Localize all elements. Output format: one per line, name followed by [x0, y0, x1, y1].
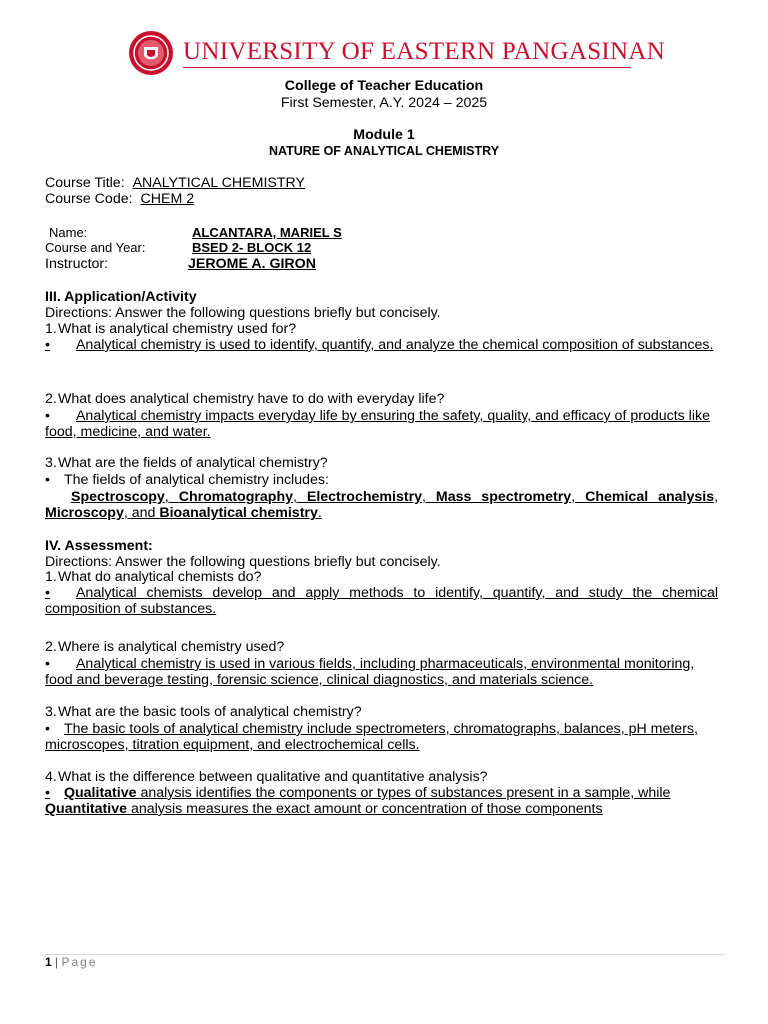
letterhead-rule — [183, 67, 631, 68]
instructor-label: Instructor: — [45, 256, 109, 272]
answer-intro: • The fields of analytical chemistry includes: — [45, 472, 329, 488]
course-code-label: Course Code: — [45, 191, 133, 207]
name-label: Name: — [49, 225, 88, 240]
university-seal-icon — [128, 30, 174, 76]
course-title-label: Course Title: — [45, 175, 125, 191]
footer-rule — [45, 954, 725, 955]
question: 3.What are the fields of analytical chemistry? — [45, 455, 328, 471]
semester: First Semester, A.Y. 2024 – 2025 — [280, 95, 488, 111]
answer: • Analytical chemists develop and apply methods to identify, quantify, and study the chemical composition of substances. — [45, 585, 718, 617]
question: 3.What are the basic tools of analytical chemistry? — [45, 704, 362, 720]
bullet: • — [45, 408, 50, 424]
field-item: Microscopy — [45, 505, 124, 521]
answer: • The basic tools of analytical chemistry include spectrometers, chromatographs, balances, pH meters, microscopes, titration equipment, and electrochemical cells. — [45, 721, 698, 753]
instructor-value: JEROME A. GIRON — [188, 256, 316, 272]
page-number: 1 — [45, 955, 52, 969]
question: 2.Where is analytical chemistry used? — [45, 639, 285, 655]
course-year-label: Course and Year: — [45, 240, 146, 255]
question: 1.What is analytical chemistry used for? — [45, 321, 297, 337]
course-title-row — [45, 175, 305, 191]
question: 1.What do analytical chemists do? — [45, 569, 262, 585]
field-item: Chromatography — [178, 489, 293, 505]
name-value: ALCANTARA, MARIEL S — [192, 225, 342, 240]
answer: • Analytical chemistry impacts everyday life by ensuring the safety, quality, and efficacy of products like food, medicine, and water. — [45, 408, 710, 440]
bullet: • — [45, 721, 50, 737]
application-directions: Directions: Answer the following questions briefly but concisely. — [45, 305, 441, 321]
module-title: NATURE OF ANALYTICAL CHEMISTRY — [268, 144, 500, 158]
course-code-row — [45, 191, 194, 207]
course-code-value: CHEM 2 — [140, 191, 195, 207]
question: 2.What does analytical chemistry have to do with everyday life? — [45, 391, 445, 407]
bullet: • — [45, 472, 50, 488]
field-item: Bioanalytical chemistry — [159, 505, 318, 521]
answer: • Qualitative analysis identifies the components or types of substances present in a sample, while Quantitative analysis measures the exact amount or concentration of those components — [45, 785, 671, 817]
page-separator: | — [55, 955, 59, 969]
answer: • Analytical chemistry is used to identify, quantify, and analyze the chemical composition of substances. — [45, 337, 714, 353]
course-year-value: BSED 2- BLOCK 12 — [192, 240, 312, 255]
course-title-value: ANALYTICAL CHEMISTRY — [132, 175, 305, 191]
bullet: • — [45, 656, 50, 672]
field-item: Chemical analysis — [585, 489, 715, 505]
bullet: • — [45, 785, 50, 801]
bullet: • — [45, 337, 50, 353]
field-item: Spectroscopy — [71, 489, 165, 505]
bullet: • — [45, 585, 50, 601]
answer: • Analytical chemistry is used in various fields, including pharmaceuticals, environmental monitoring, food and beverage testing, forensic science, clinical diagnostics, and materials science. — [45, 656, 695, 688]
page-footer — [45, 955, 98, 969]
college-name: College of Teacher Education — [284, 78, 484, 94]
application-heading: III. Application/Activity — [45, 289, 197, 305]
field-item: Electrochemistry — [306, 489, 423, 505]
university-name: UNIVERSITY OF EASTERN PANGASINAN — [183, 38, 666, 65]
question: 4.What is the difference between qualitative and quantitative analysis? — [45, 769, 488, 785]
page-label: Page — [61, 955, 98, 969]
assessment-heading: IV. Assessment: — [45, 538, 153, 554]
assessment-directions: Directions: Answer the following questions briefly but concisely. — [45, 554, 441, 570]
field-item: Mass spectrometry — [435, 489, 572, 505]
letterhead — [0, 30, 768, 76]
module-number: Module 1 — [353, 127, 415, 143]
fields-list: Spectroscopy, Chromatography, Electrochemistry, Mass spectrometry, Chemical analysis, Microscopy, and Bioanalytical chemistry. — [45, 489, 719, 521]
